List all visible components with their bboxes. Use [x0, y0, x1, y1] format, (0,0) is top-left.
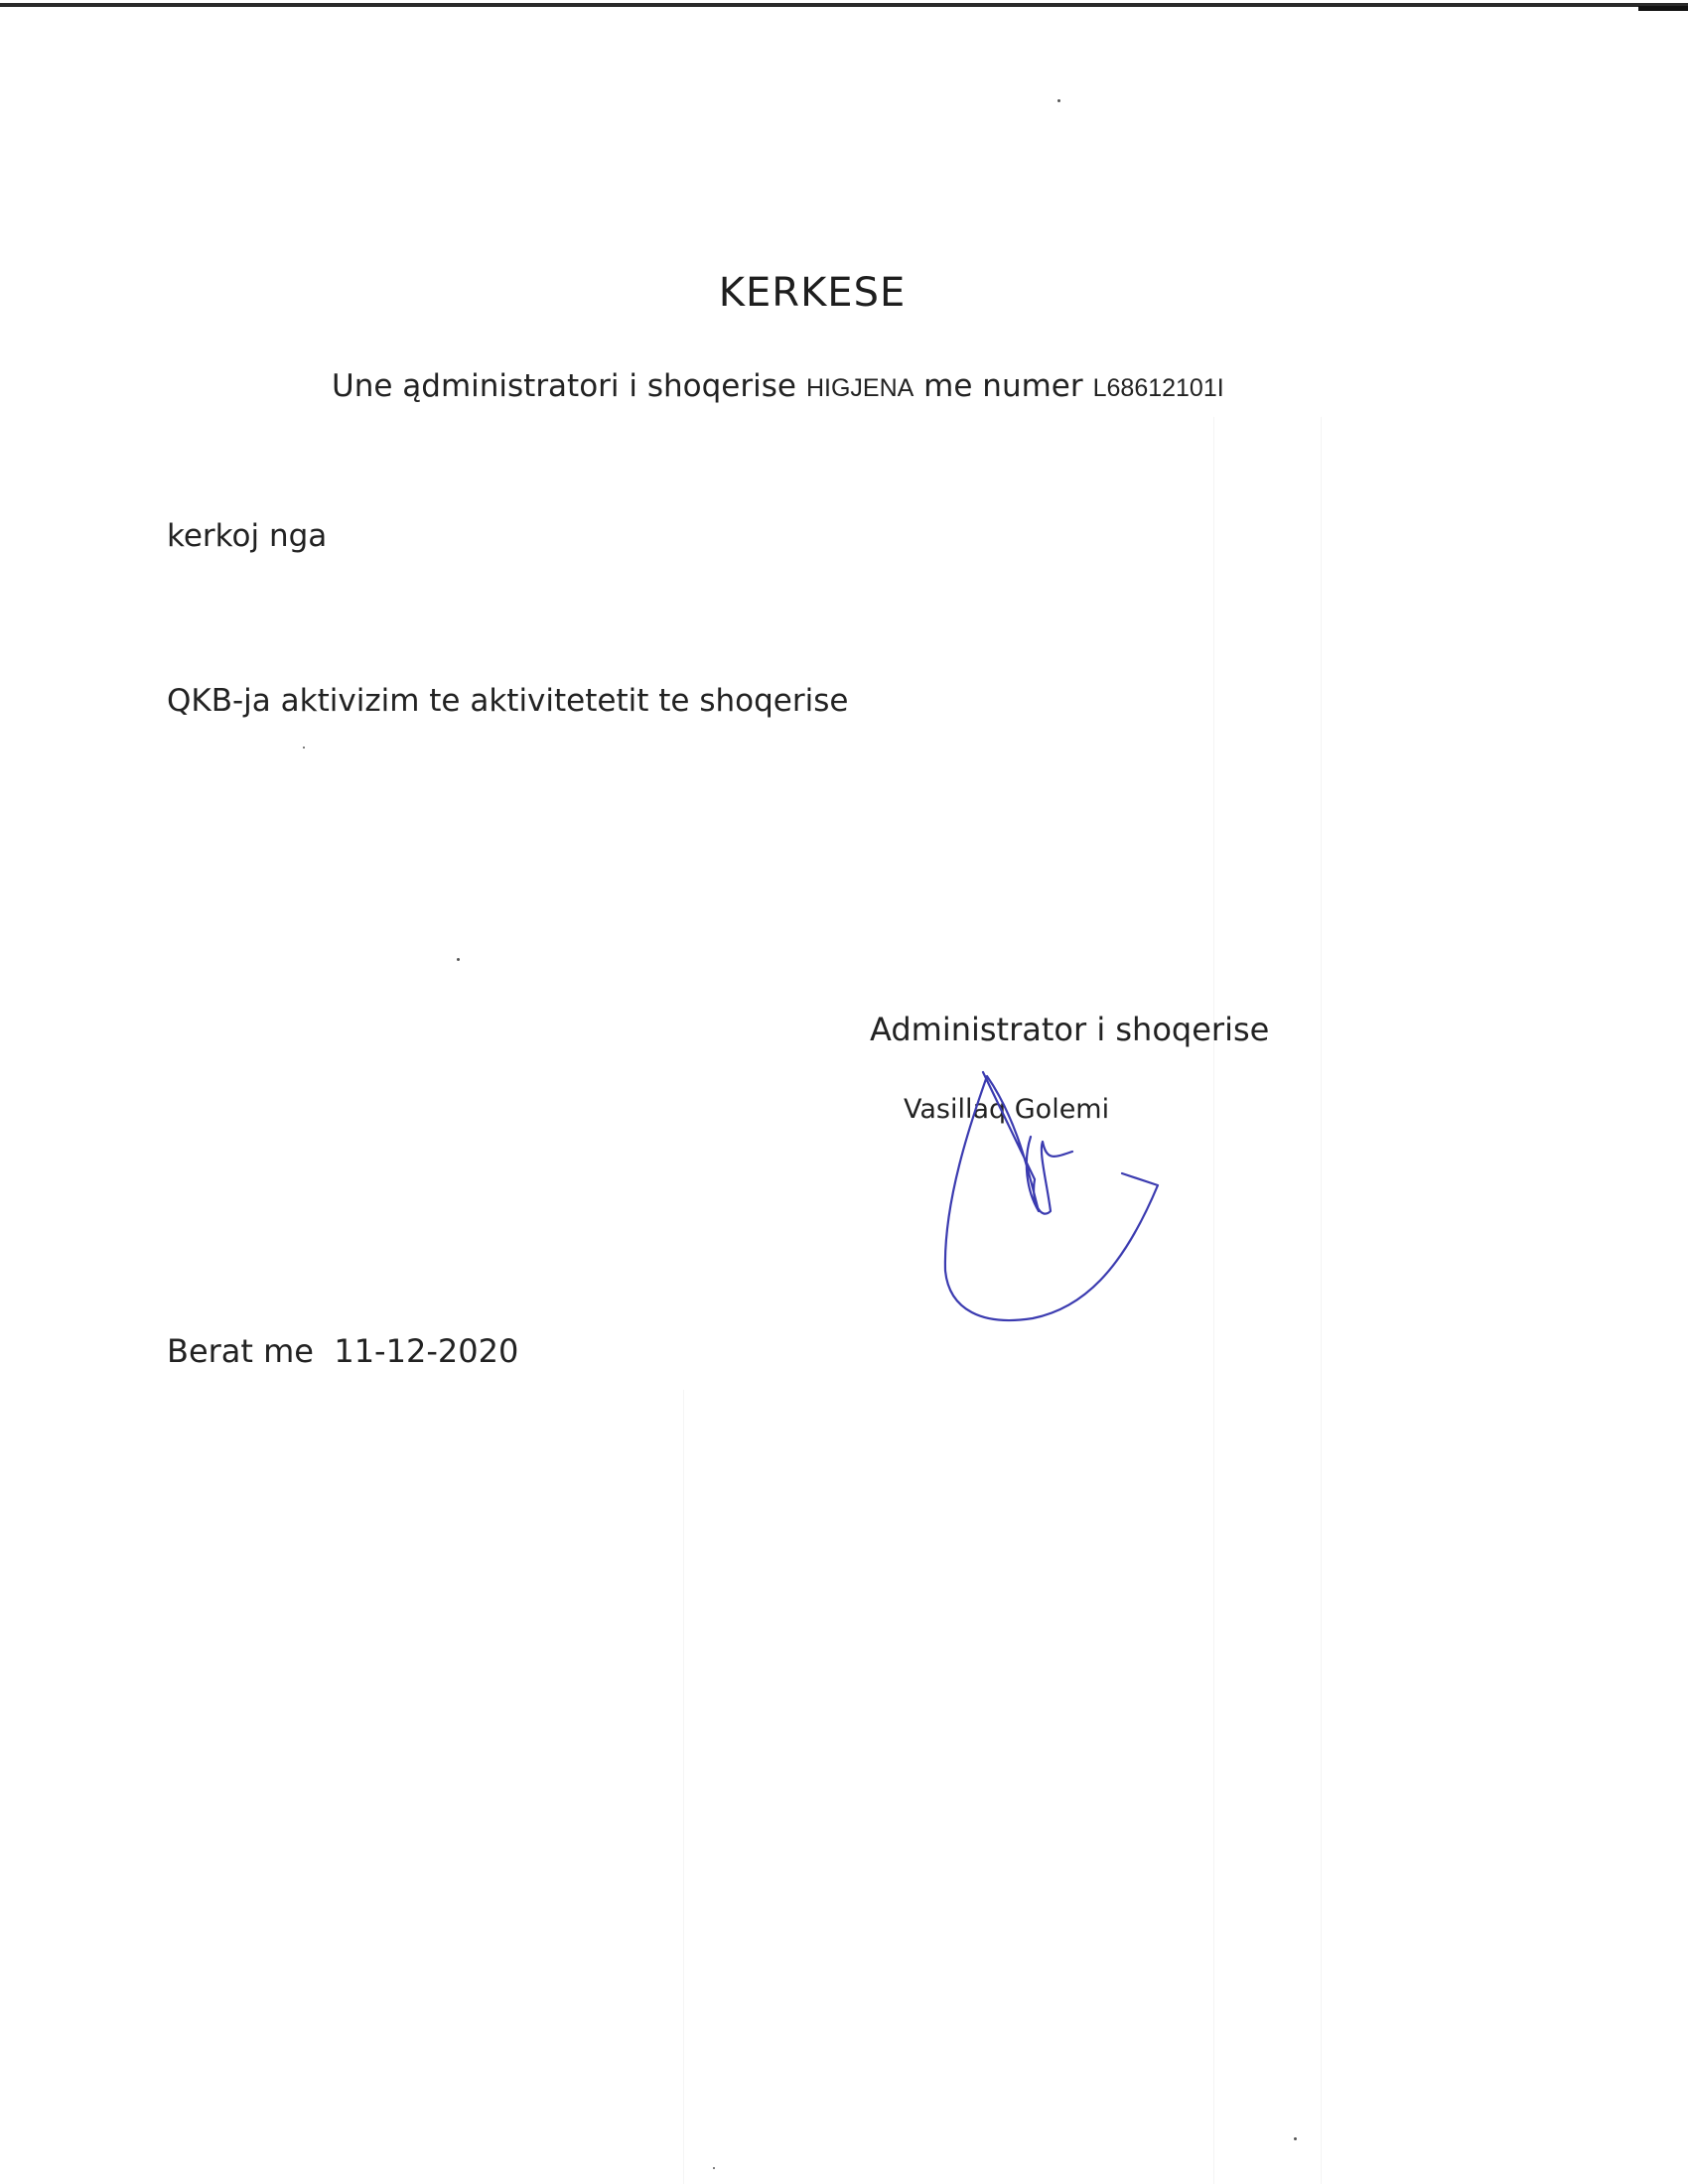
- request-body: QKB-ja aktivizim te aktivitetetit te shoqerise: [167, 683, 849, 719]
- scan-edge: [0, 3, 1688, 7]
- intro-text-2: me numer: [923, 368, 1083, 404]
- scan-speck: [713, 2167, 715, 2169]
- scan-edge-corner: [1638, 6, 1688, 11]
- scan-speck: [1294, 2137, 1297, 2140]
- registration-number: L68612101I: [1092, 374, 1224, 402]
- scan-streak: [1213, 417, 1214, 2184]
- signature-stroke: [945, 1072, 1158, 1320]
- request-line: kerkoj nga: [167, 518, 328, 554]
- document-title: KERKESE: [718, 270, 907, 316]
- scan-speck: [1057, 99, 1060, 102]
- handwritten-signature: [923, 1062, 1182, 1330]
- place-date-line: [167, 1332, 518, 1370]
- place-text: Berat me: [167, 1332, 314, 1370]
- scan-streak: [683, 1390, 684, 2184]
- document-date: 11-12-2020: [334, 1332, 519, 1370]
- signatory-name: Vasillaq Golemi: [904, 1094, 1110, 1125]
- intro-line: [332, 368, 1224, 404]
- scan-streak: [1321, 417, 1322, 2184]
- scan-speck: [303, 747, 305, 749]
- company-name: HIGJENA: [805, 374, 914, 402]
- intro-text: Une ądministratori i shoqerise: [332, 368, 796, 404]
- signatory-role: Administrator i shoqerise: [870, 1011, 1270, 1048]
- scan-speck: [457, 958, 460, 961]
